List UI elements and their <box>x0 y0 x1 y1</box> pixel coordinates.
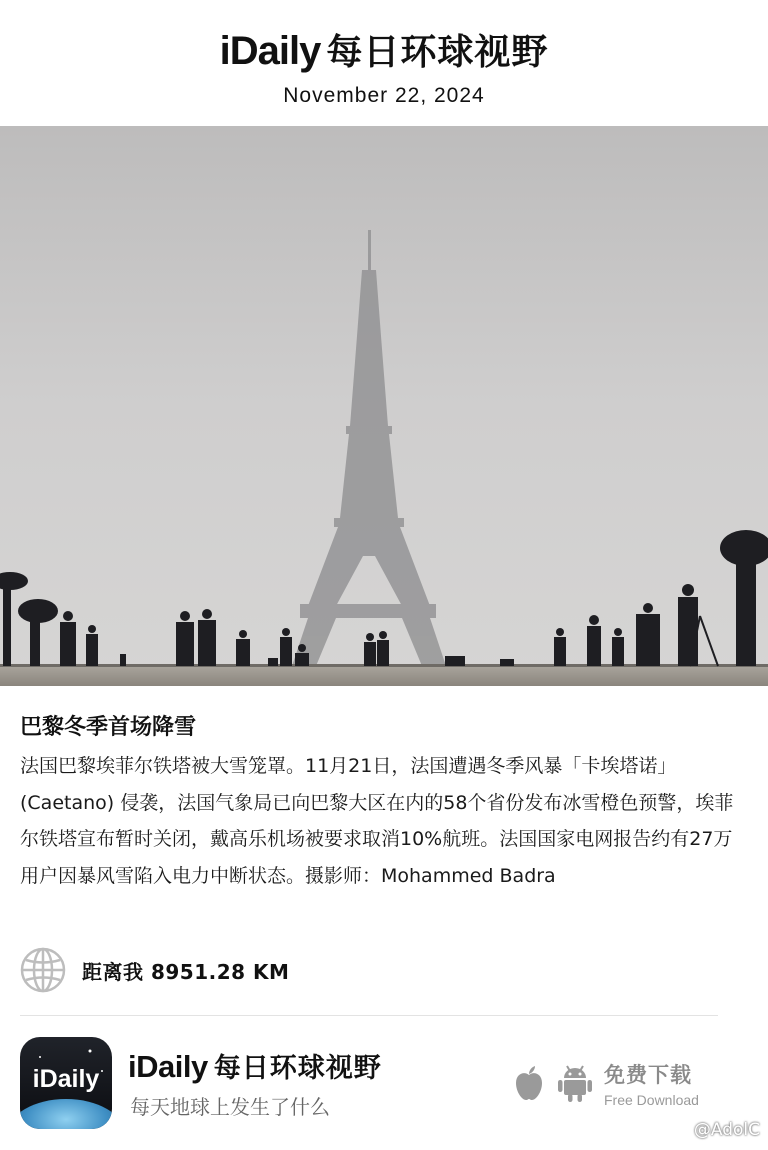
article-title: 巴黎冬季首场降雪 <box>20 715 197 740</box>
app-name-en: iDaily <box>128 1049 208 1084</box>
globe-icon <box>20 947 66 993</box>
store-icons <box>512 1064 592 1102</box>
apple-icon[interactable] <box>512 1065 546 1101</box>
article-body: 法国巴黎埃菲尔铁塔被大雪笼罩。11月21日，法国遭遇冬季风暴「卡埃塔诺」(Caetano) 侵袭，法国气象局已向巴黎大区在内的58个省份发布冰雪橙色预警，埃菲尔铁塔宣布暂时关闭，戴高乐机场被要求取消10%航班。法国国家电网报告约有27万用户因暴风雪陷入电力中断状态。摄影师：Mohammed Badra <box>20 755 734 887</box>
android-icon[interactable] <box>558 1064 592 1102</box>
distance-row <box>20 946 289 994</box>
divider <box>20 1015 718 1016</box>
watermark <box>670 1120 760 1140</box>
free-download-button[interactable] <box>604 1059 699 1108</box>
brand-name-en: iDaily <box>219 29 321 73</box>
hero-photo <box>0 126 768 686</box>
header <box>0 0 768 126</box>
app-icon-label: iDaily <box>32 1065 100 1093</box>
watermark-text: @AdolC <box>693 1120 760 1140</box>
brand-title <box>0 24 768 75</box>
brand-name-cn: 每日环球视野 <box>326 31 549 73</box>
app-name-cn: 每日环球视野 <box>213 1053 382 1084</box>
free-download-label-cn: 免费下载 <box>604 1063 692 1087</box>
free-download-label-en: Free Download <box>604 1092 699 1108</box>
distance-text: 距离我 8951.28 KM <box>82 959 290 984</box>
app-tagline: 每天地球上发生了什么 <box>130 1095 330 1119</box>
app-name <box>128 1046 382 1085</box>
issue-date: November 22, 2024 <box>283 84 485 107</box>
app-icon[interactable] <box>20 1037 112 1129</box>
weibo-icon <box>670 1122 690 1138</box>
